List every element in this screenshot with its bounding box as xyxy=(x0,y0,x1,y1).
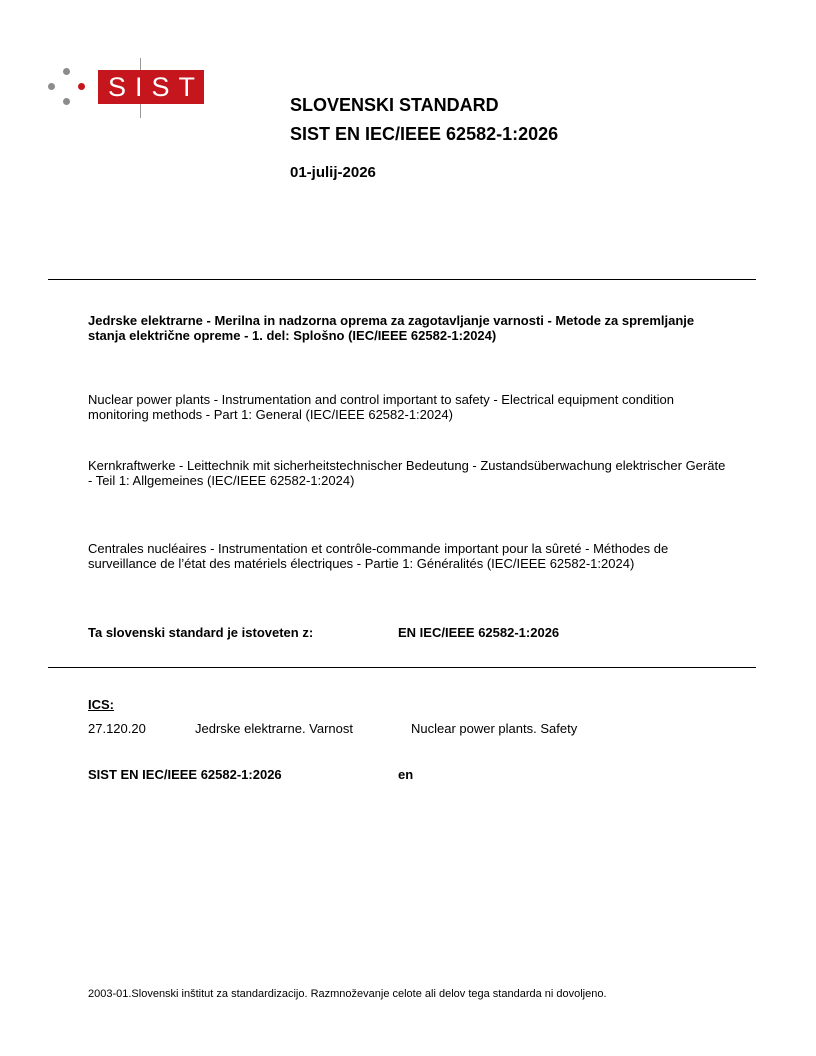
standard-type: SLOVENSKI STANDARD xyxy=(290,95,499,115)
identity-value: EN IEC/IEEE 62582-1:2026 xyxy=(398,625,560,640)
title-french: Centrales nucléaires - Instrumentation et contrôle-commande important pour la sûreté - Méthodes de surveillance de l’état des matériels électriques - Partie 1: Généralités (IEC/IEEE 62582-1:2024) xyxy=(88,541,669,571)
title-slovenian: Jedrske elektrarne - Merilna in nadzorna oprema za zagotavljanje varnosti - Metode za spremljanje stanja električne opreme - 1. del: Splošno (IEC/IEEE 62582-1:2024) xyxy=(88,313,695,343)
ics-description-sl: Jedrske elektrarne. Varnost xyxy=(195,721,353,736)
logo-dot-bottom xyxy=(63,98,70,105)
identity-label: Ta slovenski standard je istoveten z: xyxy=(88,625,314,640)
logo-wordmark: SIST xyxy=(98,70,204,104)
bottom-divider xyxy=(48,667,756,668)
ics-description-en: Nuclear power plants. Safety xyxy=(411,721,578,736)
logo-dot-red xyxy=(78,83,85,90)
title-german: Kernkraftwerke - Leittechnik mit sicherheitstechnischer Bedeutung - Zustandsüberwachung elektrischer Geräte - Teil 1: Allgemeines (IEC/IEEE 62582-1:2024) xyxy=(88,458,726,488)
logo-dot-left xyxy=(48,83,55,90)
publication-date: 01-julij-2026 xyxy=(290,164,376,181)
reference-code: SIST EN IEC/IEEE 62582-1:2026 xyxy=(88,767,282,782)
top-divider xyxy=(48,279,756,280)
logo-dot-top xyxy=(63,68,70,75)
copyright-footer: 2003-01.Slovenski inštitut za standardizacijo. Razmnoževanje celote ali delov tega standarda ni dovoljeno. xyxy=(88,988,607,1000)
ics-heading: ICS: xyxy=(88,697,114,712)
standard-code: SIST EN IEC/IEEE 62582-1:2026 xyxy=(290,124,559,144)
ics-code: 27.120.20 xyxy=(88,721,146,736)
reference-language: en xyxy=(398,767,414,782)
title-english: Nuclear power plants - Instrumentation and control important to safety - Electrical equipment condition monitoring methods - Part 1: General (IEC/IEEE 62582-1:2024) xyxy=(88,392,675,422)
